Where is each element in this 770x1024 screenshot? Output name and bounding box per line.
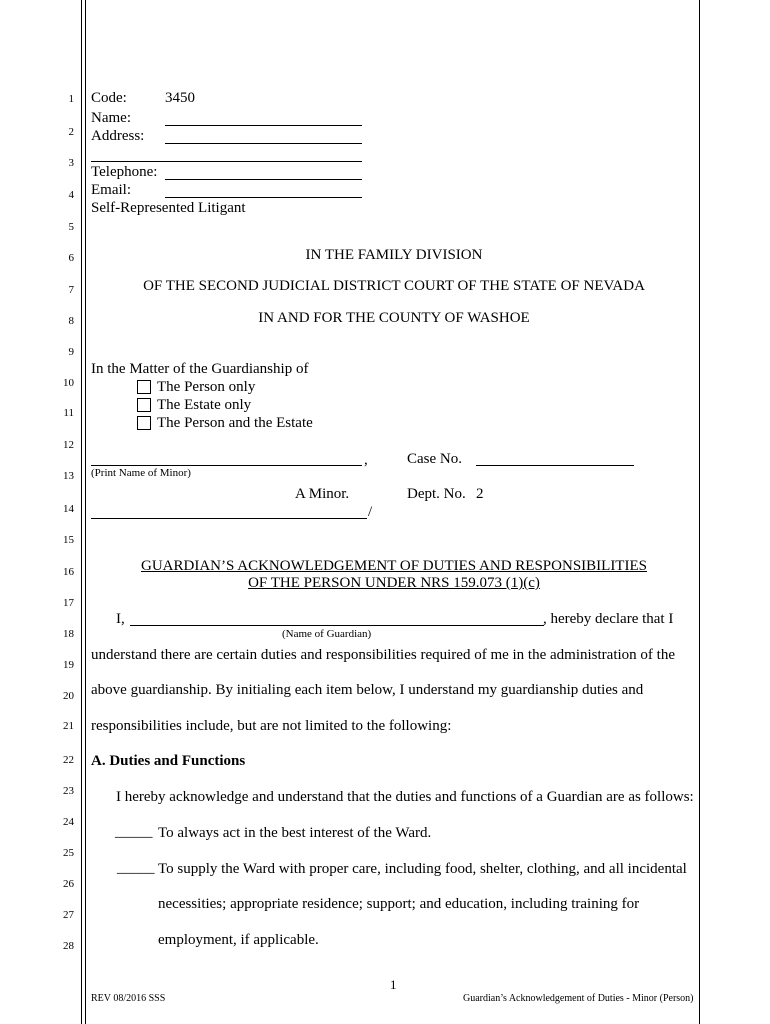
estate-only-label: The Estate only [157,397,252,413]
revision-label: REV 08/2016 SSS [91,993,166,1004]
line-number: 4 [68,189,74,201]
line-number: 5 [68,221,74,233]
name-field[interactable] [165,125,362,126]
person-and-estate-label: The Person and the Estate [157,415,313,431]
line-number: 25 [63,847,74,859]
line-number: 2 [68,126,74,138]
line-number: 24 [63,816,74,828]
court-heading-1: IN THE FAMILY DIVISION [305,247,483,263]
case-no-field[interactable] [476,465,634,466]
i-label: I, [116,611,125,627]
minor-name-comma: , [364,452,368,468]
person-only-checkbox[interactable] [137,380,151,394]
line-number: 8 [68,315,74,327]
estate-only-checkbox[interactable] [137,398,151,412]
telephone-field[interactable] [165,179,362,180]
item-2-initials[interactable]: _____ [117,860,155,876]
address-label: Address: [91,128,145,144]
address-field-2[interactable] [91,161,362,162]
minor-name-field[interactable] [91,465,362,466]
line-number: 17 [63,597,74,609]
line-number: 10 [63,377,74,389]
left-margin-line-inner [85,0,86,1024]
paragraph-line-2: above guardianship. By initialing each item below, I understand my guardianship duties and [91,682,644,698]
line-number: 15 [63,534,74,546]
line-number: 1 [68,93,74,105]
address-field-1[interactable] [165,143,362,144]
item-2-text-line-2: necessities; appropriate residence; support; and education, including training for [158,896,640,912]
litigant-label: Self-Represented Litigant [91,200,246,216]
line-number: 12 [63,439,74,451]
person-and-estate-checkbox[interactable] [137,416,151,430]
line-number: 18 [63,628,74,640]
line-number: 13 [63,470,74,482]
court-heading-2: OF THE SECOND JUDICIAL DISTRICT COURT OF THE STATE OF NEVADA [143,278,645,294]
left-margin-line-outer [81,0,82,1024]
email-label: Email: [91,182,131,198]
line-number: 3 [68,157,74,169]
line-number: 16 [63,566,74,578]
name-of-guardian-caption: (Name of Guardian) [282,628,372,640]
item-1-text: To always act in the best interest of the Ward. [158,825,432,841]
court-heading-3: IN AND FOR THE COUNTY OF WASHOE [258,310,530,326]
telephone-label: Telephone: [91,164,158,180]
right-margin-line [699,0,700,1024]
item-2-text-line-1: To supply the Ward with proper care, including food, shelter, clothing, and all incidental [158,861,687,877]
line-number: 7 [68,284,74,296]
line-number: 26 [63,878,74,890]
case-no-label: Case No. [407,451,462,467]
line-number: 23 [63,785,74,797]
line-number: 20 [63,690,74,702]
line-number: 21 [63,720,74,732]
paragraph-line-1: understand there are certain duties and responsibilities required of me in the administration of the [91,647,675,663]
caption-bottom-line [91,518,367,519]
line-number: 27 [63,909,74,921]
page-number: 1 [390,977,397,992]
guardian-name-field[interactable] [130,625,544,626]
code-label: Code: [91,90,127,106]
code-value: 3450 [165,90,195,106]
section-a-heading: A. Duties and Functions [91,753,246,769]
footer-document-title: Guardian’s Acknowledgement of Duties - Minor (Person) [463,993,694,1004]
name-label: Name: [91,110,131,126]
line-number: 28 [63,940,74,952]
paragraph-line-3: responsibilities include, but are not limited to the following: [91,718,452,734]
dept-no-label: Dept. No. [407,486,466,502]
declare-text: , hereby declare that I [543,611,674,627]
dept-no-value: 2 [476,486,484,502]
line-number: 19 [63,659,74,671]
person-only-label: The Person only [157,379,256,395]
line-number: 9 [68,346,74,358]
item-1-initials[interactable]: _____ [115,824,153,840]
line-number: 14 [63,503,74,515]
print-name-caption: (Print Name of Minor) [91,467,191,479]
line-number: 6 [68,252,74,264]
line-number: 22 [63,754,74,766]
acknowledge-text: I hereby acknowledge and understand that the duties and functions of a Guardian are as follows: [116,789,694,805]
item-2-text-line-3: employment, if applicable. [158,932,319,948]
email-field[interactable] [165,197,362,198]
document-title-1: GUARDIAN’S ACKNOWLEDGEMENT OF DUTIES AND RESPONSIBILITIES [141,558,647,574]
document-title-2: OF THE PERSON UNDER NRS 159.073 (1)(c) [248,575,540,591]
caption-slash: / [368,504,373,520]
line-number: 11 [63,407,74,419]
matter-text: In the Matter of the Guardianship of [91,361,309,377]
minor-label: A Minor. [295,486,350,502]
